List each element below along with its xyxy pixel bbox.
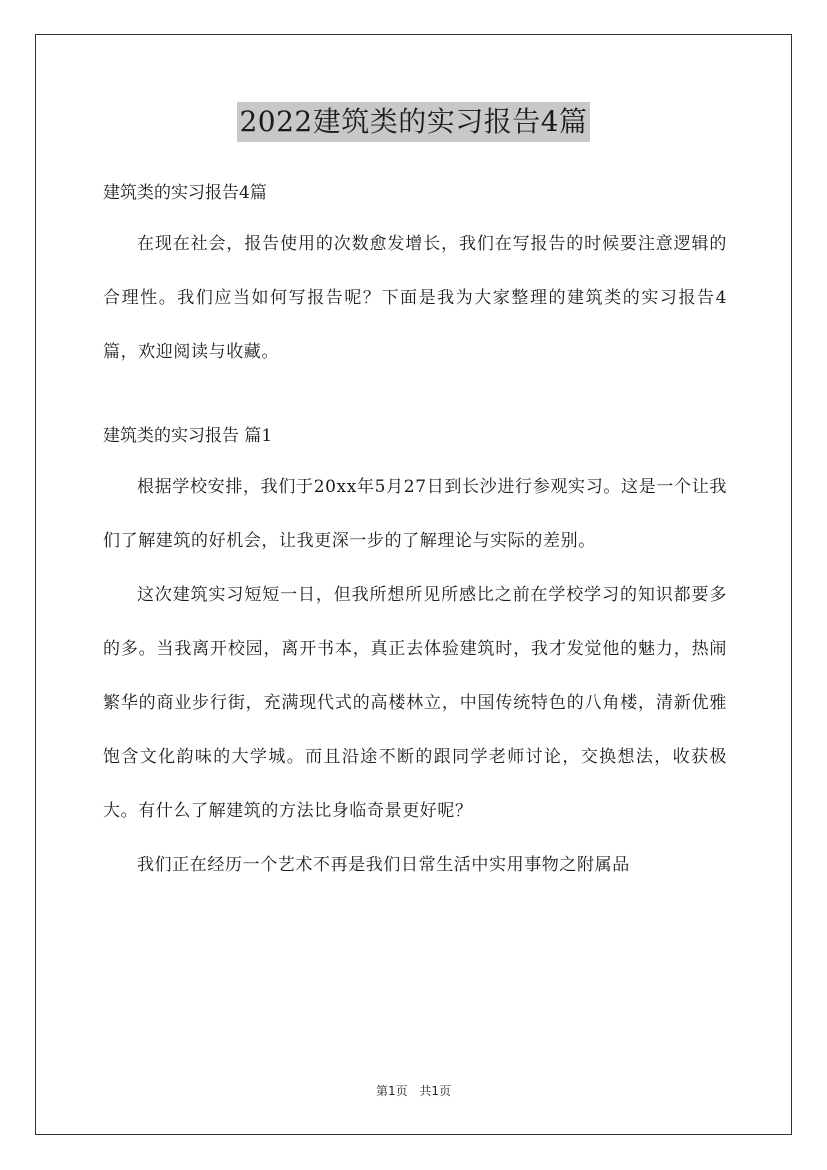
body-paragraph-3: 我们正在经历一个艺术不再是我们日常生活中实用事物之附属品	[137, 855, 630, 875]
document-body	[103, 170, 727, 892]
body-paragraph-1: 根据学校安排，我们于20xx年5月27日到长沙进行参观实习。这是一个让我们了解建筑的好机会，让我更深一步的了解理论与实际的差别。	[103, 477, 727, 551]
page-total: 共1页	[419, 1084, 452, 1098]
body-paragraph-2: 这次建筑实习短短一日，但我所想所见所感比之前在学校学习的知识都要多的多。当我离开校园，离开书本，真正去体验建筑时，我才发觉他的魅力，热闹繁华的商业步行街，充满现代式的高楼林立，中国传统特色的八角楼，清新优雅饱含文化韵味的大学城。而且沿途不断的跟同学老师讨论，交换想法，收获极大。有什么了解建筑的方法比身临奇景更好呢？	[103, 585, 727, 821]
section-gap	[103, 379, 727, 413]
document-title: 2022建筑类的实习报告4篇	[237, 102, 589, 142]
intro-paragraph: 在现在社会，报告使用的次数愈发增长，我们在写报告的时候要注意逻辑的合理性。我们应当如何写报告呢？下面是我为大家整理的建筑类的实习报告4篇，欢迎阅读与收藏。	[103, 234, 727, 362]
page-number: 第1页	[375, 1084, 408, 1098]
title-wrap	[0, 102, 827, 142]
section-heading: 建筑类的实习报告 篇1	[103, 426, 273, 446]
page-footer	[0, 1082, 827, 1099]
document-subtitle: 建筑类的实习报告4篇	[103, 183, 267, 203]
